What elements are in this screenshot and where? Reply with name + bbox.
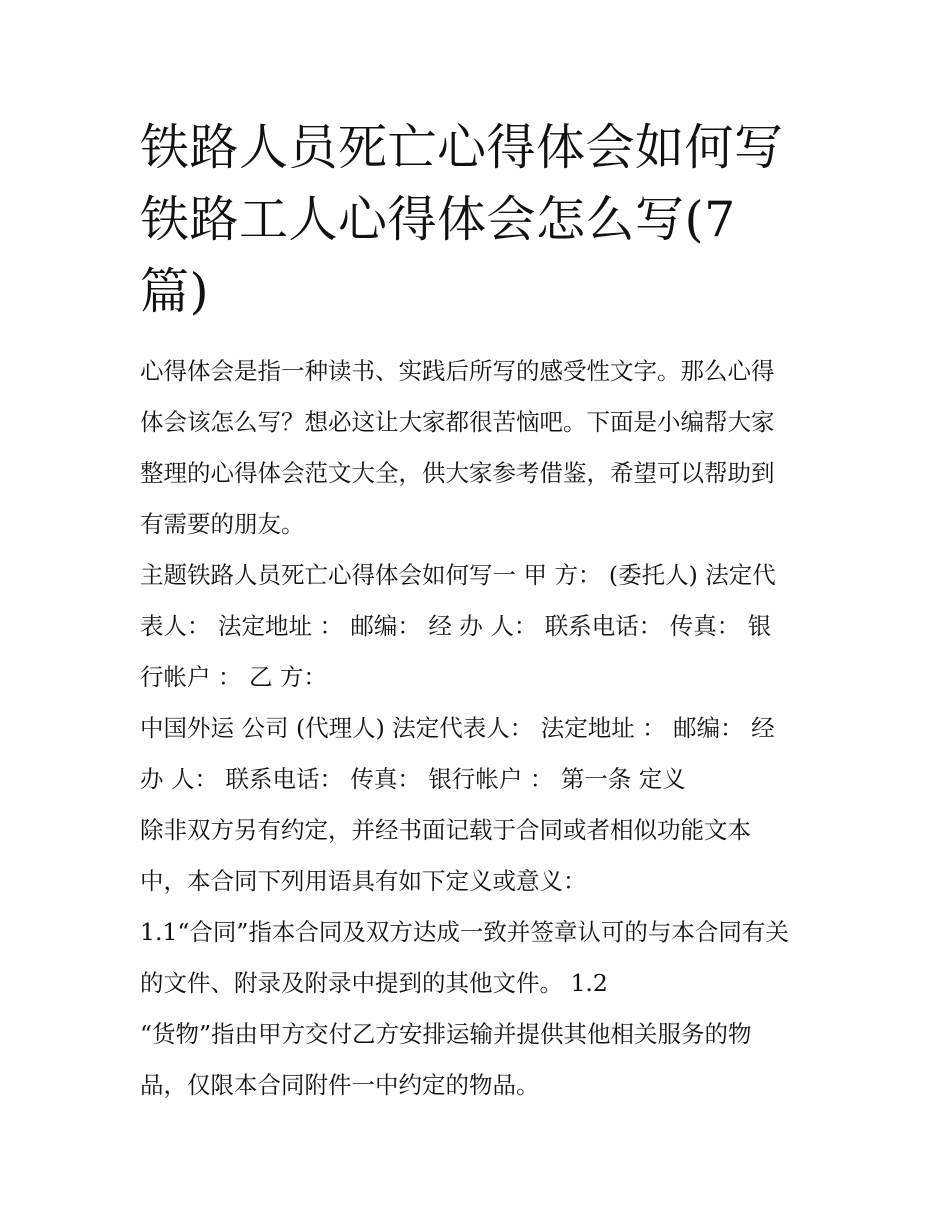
paragraph-intro [140, 346, 812, 550]
text-line: 的文件、附录及附录中提到的其他文件。 1.2 [140, 969, 608, 997]
text-line: 整理的心得体会范文大全，供大家参考借鉴，希望可以帮助到 [140, 459, 775, 487]
document-body [140, 346, 812, 1111]
document-content [140, 112, 812, 1111]
paragraph-party-b [140, 703, 812, 805]
text-line: 中国外运 公司 (代理人) 法定代表人： 法定地址 ： 邮编： 经 [140, 714, 775, 742]
text-line: 中，本合同下列用语具有如下定义或意义： [140, 867, 587, 895]
text-line: 心得体会是指一种读书、实践后所写的感受性文字。那么心得 [140, 357, 775, 385]
title-line: 篇) [140, 263, 210, 320]
text-line: 除非双方另有约定，并经书面记载于合同或者相似功能文本 [140, 816, 751, 844]
paragraph-definitions [140, 805, 812, 907]
text-line: 有需要的朋友。 [140, 510, 305, 538]
text-line: “货物”指由甲方交付乙方安排运输并提供其他相关服务的物 [140, 1020, 752, 1048]
text-line: 主题铁路人员死亡心得体会如何写一 甲 方： (委托人) 法定代 [140, 561, 776, 589]
text-line: 1.1“合同”指本合同及双方达成一致并签章认可的与本合同有关 [140, 918, 789, 946]
text-line: 办 人： 联系电话： 传真： 银行帐户 ： 第一条 定义 [140, 765, 686, 793]
text-line: 品，仅限本合同附件一中约定的物品。 [140, 1071, 540, 1099]
paragraph-clause-1-1 [140, 907, 812, 1009]
paragraph-party-a [140, 550, 812, 703]
text-line: 表人： 法定地址 ： 邮编： 经 办 人： 联系电话： 传真： 银 [140, 612, 772, 640]
paragraph-clause-1-2 [140, 1009, 812, 1111]
title-line: 铁路人员死亡心得体会如何写 [140, 119, 784, 176]
text-line: 体会该怎么写？想必这让大家都很苦恼吧。下面是小编帮大家 [140, 408, 775, 436]
text-line: 行帐户 ： 乙 方： [140, 663, 327, 691]
document-title [140, 112, 812, 328]
title-line: 铁路工人心得体会怎么写(7 [140, 191, 736, 248]
